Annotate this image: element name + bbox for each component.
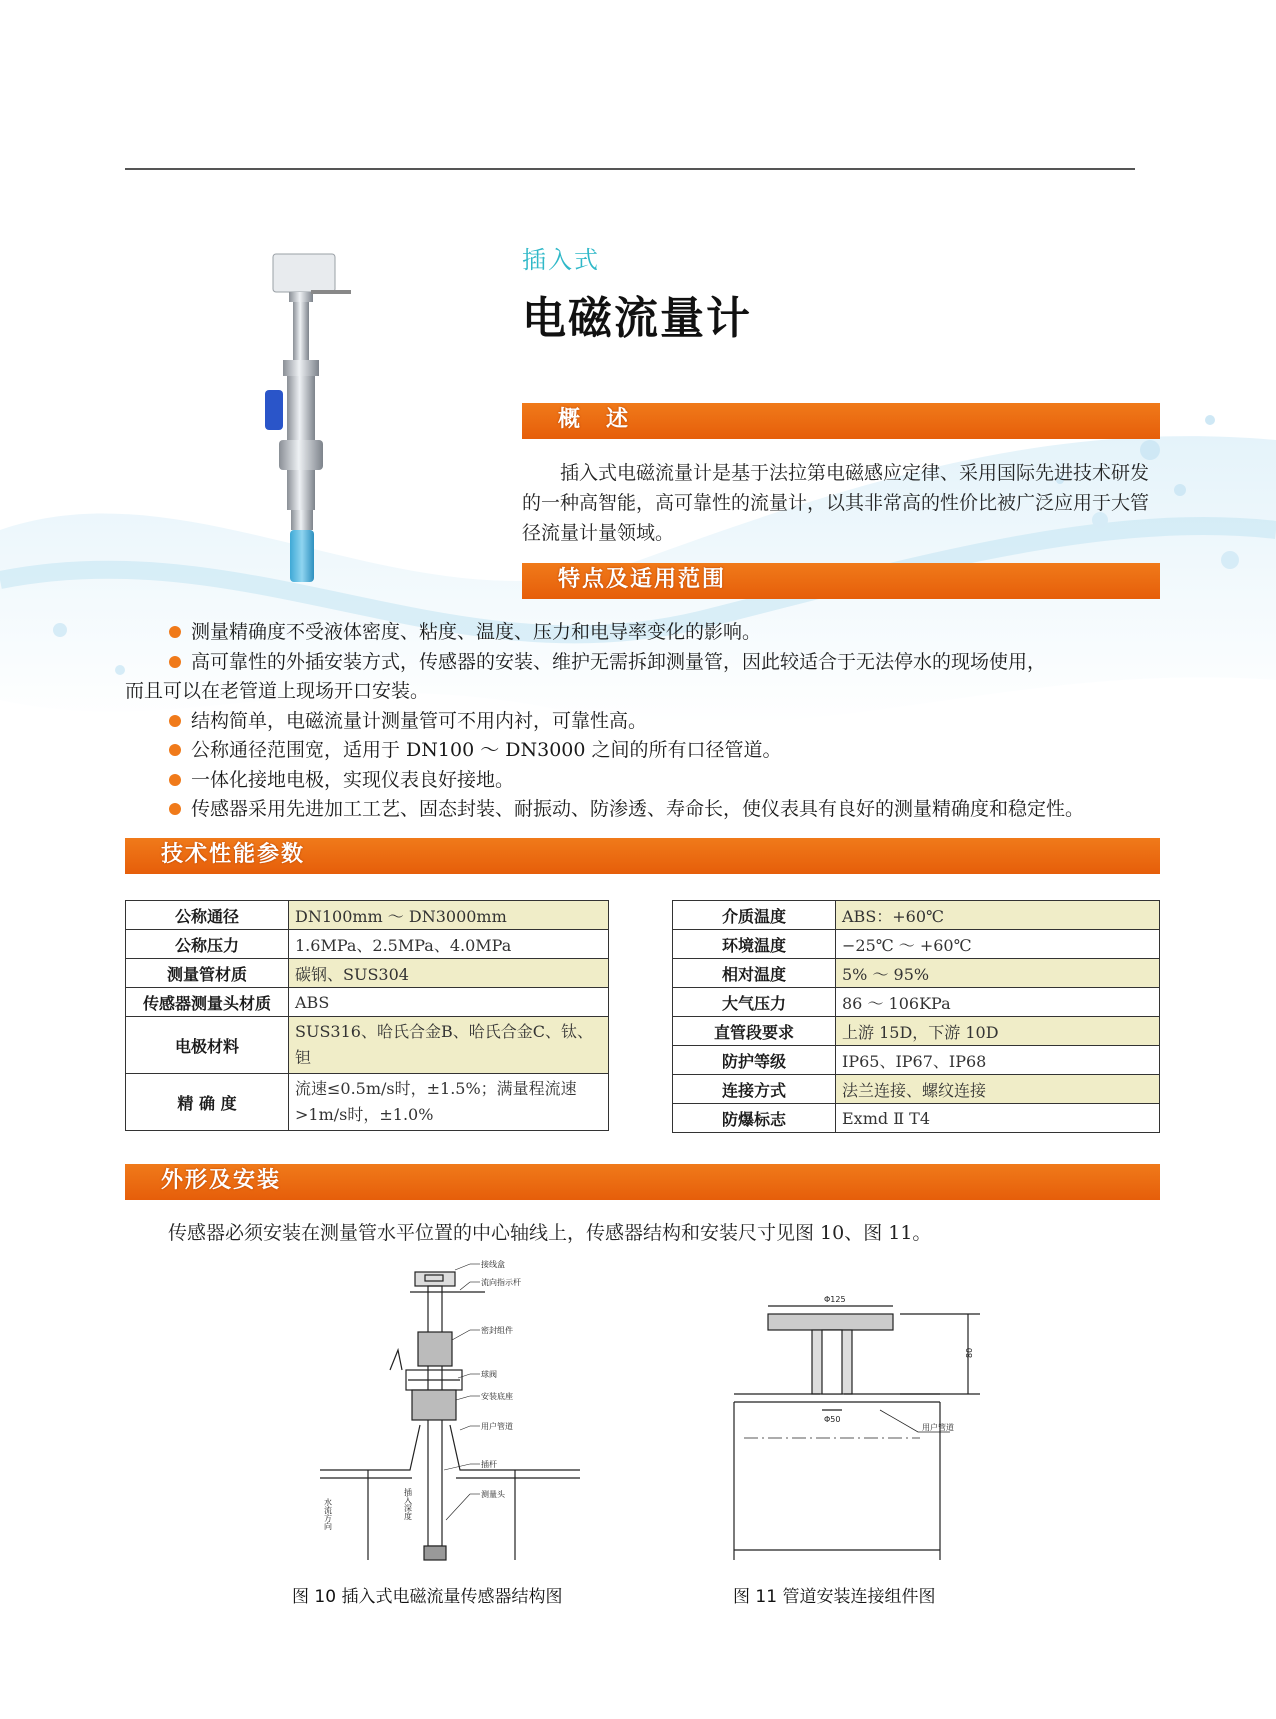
section-specs-header: 技术性能参数 — [125, 838, 1160, 874]
bullet-icon — [169, 715, 181, 727]
product-title: 电磁流量计 — [522, 293, 752, 344]
table-row: 大气压力 86 ～ 106KPa — [673, 988, 1160, 1017]
table-row: 防爆标志 Exmd Ⅱ T4 — [673, 1104, 1160, 1133]
svg-text:Φ50: Φ50 — [824, 1415, 841, 1424]
svg-text:插杆: 插杆 — [481, 1460, 497, 1469]
feature-item: 一体化接地电极，实现仪表良好接地。 — [125, 766, 1165, 796]
feature-item: 高可靠性的外插安装方式，传感器的安装、维护无需拆卸测量管，因此较适合于无法停水的现场使用， — [125, 648, 1165, 678]
table-row: 连接方式 法兰连接、螺纹连接 — [673, 1075, 1160, 1104]
section-features-header: 特点及适用范围 — [522, 563, 1160, 599]
install-text: 传感器必须安装在测量管水平位置的中心轴线上，传感器结构和安装尺寸见图 10、图 11。 — [168, 1222, 932, 1244]
bullet-icon — [169, 803, 181, 815]
figure-11-caption: 图 11 管道安装连接组件图 — [733, 1587, 936, 1607]
flowmeter-product-photo — [255, 250, 365, 590]
svg-text:测量头: 测量头 — [481, 1490, 505, 1499]
svg-text:接线盒: 接线盒 — [481, 1260, 505, 1269]
svg-text:用户管道: 用户管道 — [922, 1423, 954, 1432]
section-install-header: 外形及安装 — [125, 1164, 1160, 1200]
svg-text:密封组件: 密封组件 — [481, 1326, 513, 1335]
feature-item: 测量精确度不受液体密度、粘度、温度、压力和电导率变化的影响。 — [125, 618, 1165, 648]
bullet-icon — [169, 626, 181, 638]
spec-table-left — [125, 900, 609, 1131]
feature-item-continued: 而且可以在老管道上现场开口安装。 — [125, 680, 430, 702]
table-row: 测量管材质 碳钢、SUS304 — [126, 959, 609, 988]
features-list — [125, 618, 1165, 825]
table-row: 电极材料 SUS316、哈氏合金B、哈氏合金C、钛、钽 — [126, 1017, 609, 1074]
svg-text:水流方向: 水流方向 — [323, 1498, 333, 1530]
figure-10-caption: 图 10 插入式电磁流量传感器结构图 — [292, 1587, 563, 1607]
svg-text:球阀: 球阀 — [481, 1370, 497, 1379]
feature-item: 公称通径范围宽，适用于 DN100 ～ DN3000 之间的所有口径管道。 — [125, 736, 1165, 766]
table-row: 公称通径 DN100mm ～ DN3000mm — [126, 901, 609, 930]
table-row: 防护等级 IP65、IP67、IP68 — [673, 1046, 1160, 1075]
product-subtitle: 插入式 — [522, 246, 600, 274]
figure-10-sensor-structure — [320, 1260, 580, 1570]
table-row: 公称压力 1.6MPa、2.5MPa、4.0MPa — [126, 930, 609, 959]
bullet-icon — [169, 744, 181, 756]
overview-text: 插入式电磁流量计是基于法拉第电磁感应定律、采用国际先进技术研发的一种高智能，高可靠性的流量计，以其非常高的性价比被广泛应用于大管径流量计量领域。 — [522, 462, 1150, 544]
svg-text:用户管道: 用户管道 — [481, 1422, 513, 1431]
spec-table-right — [672, 900, 1160, 1133]
svg-text:插入深度: 插入深度 — [403, 1488, 413, 1520]
feature-item: 结构简单，电磁流量计测量管可不用内衬，可靠性高。 — [125, 707, 1165, 737]
feature-item: 传感器采用先进加工工艺、固态封装、耐振动、防渗透、寿命长，使仪表具有良好的测量精确度和稳定性。 — [125, 795, 1165, 825]
figure-11-pipe-connection — [730, 1280, 1020, 1570]
table-row: 相对温度 5% ～ 95% — [673, 959, 1160, 988]
section-overview-header: 概 述 — [522, 403, 1160, 439]
table-row: 直管段要求 上游 15D，下游 10D — [673, 1017, 1160, 1046]
bullet-icon — [169, 656, 181, 668]
header-rule — [125, 168, 1135, 170]
table-row: 环境温度 −25℃ ～ +60℃ — [673, 930, 1160, 959]
svg-text:Φ125: Φ125 — [824, 1295, 846, 1304]
svg-text:安装底座: 安装底座 — [481, 1392, 513, 1401]
table-row: 精 确 度 流速≤0.5m/s时，±1.5%；满量程流速>1m/s时，±1.0% — [126, 1074, 609, 1131]
table-row: 传感器测量头材质 ABS — [126, 988, 609, 1017]
bullet-icon — [169, 774, 181, 786]
svg-text:80: 80 — [965, 1347, 974, 1358]
svg-text:流向指示杆: 流向指示杆 — [481, 1278, 521, 1287]
table-row: 介质温度 ABS：+60℃ — [673, 901, 1160, 930]
